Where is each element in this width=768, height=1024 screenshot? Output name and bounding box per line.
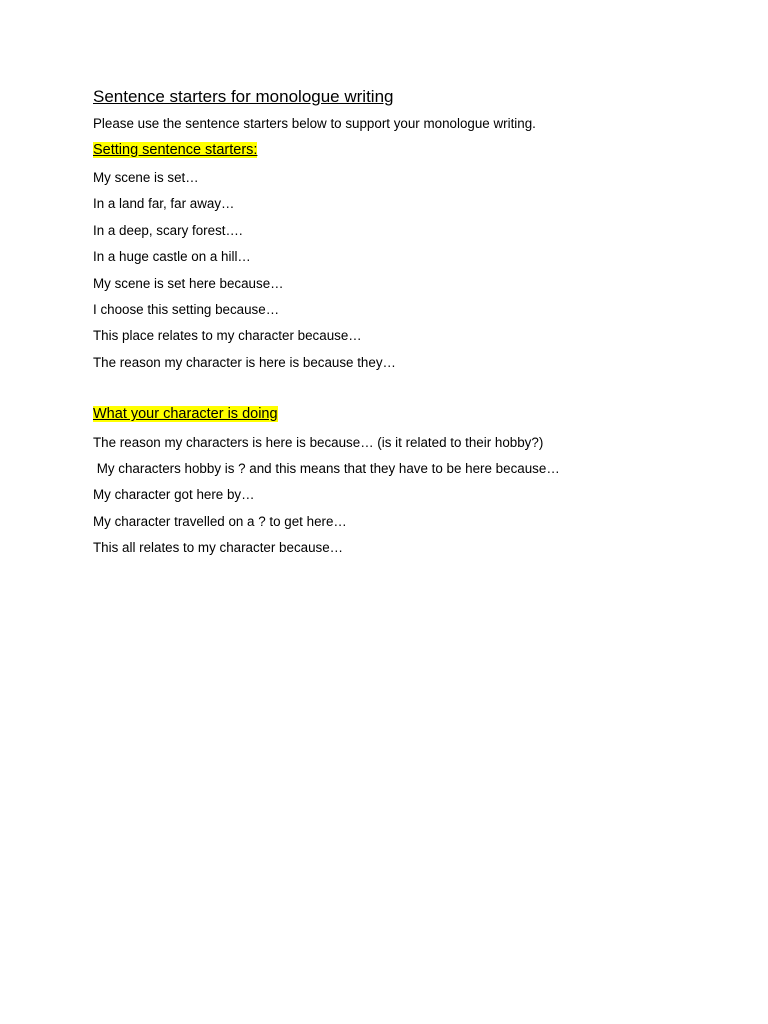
starter-line: In a deep, scary forest…. [93, 222, 243, 238]
highlighted-heading: What your character is doing [93, 406, 278, 423]
intro-text: Please use the sentence starters below to support your monologue writing. [93, 116, 536, 131]
section-setting [93, 139, 713, 377]
starter-line: This all relates to my character because… [93, 540, 344, 556]
starter-line: My characters hobby is ? and this means that they have to be here because… [93, 461, 560, 477]
document-title: Sentence starters for monologue writing [93, 87, 394, 106]
section-character [93, 403, 713, 561]
starter-line: In a land far, far away… [93, 196, 235, 212]
section-heading-character [93, 403, 713, 430]
section-heading-setting [93, 139, 713, 166]
starter-line: The reason my characters is here is because… (is it related to their hobby?) [93, 434, 544, 450]
starter-line: My character travelled on a ? to get here… [93, 513, 347, 529]
starter-line: My scene is set here because… [93, 275, 284, 291]
highlighted-heading: Setting sentence starters: [93, 141, 258, 158]
starter-line: My scene is set… [93, 170, 199, 185]
section-spacer [93, 376, 713, 403]
starter-line: I choose this setting because… [93, 301, 280, 317]
starter-line: In a huge castle on a hill… [93, 249, 251, 265]
document-page [93, 86, 713, 562]
starter-line: This place relates to my character because… [93, 328, 362, 344]
starter-line: My character got here by… [93, 487, 255, 503]
starter-line: The reason my character is here is because they… [93, 354, 396, 370]
